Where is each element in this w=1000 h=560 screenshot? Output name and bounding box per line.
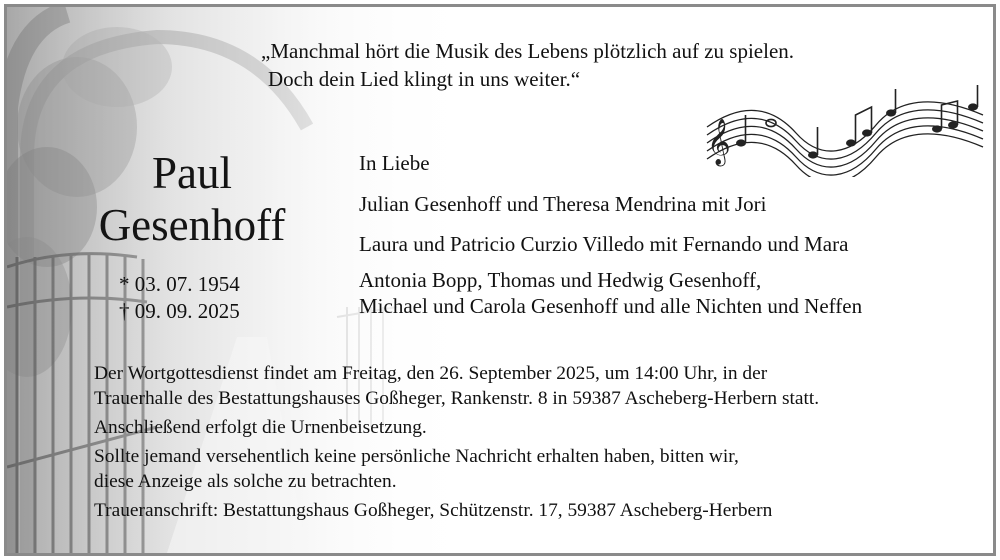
first-name: Paul: [151, 148, 232, 198]
deceased-name: [77, 147, 307, 251]
life-dates: [119, 271, 240, 325]
birth-date: * 03. 07. 1954: [119, 272, 240, 296]
mourners-intro: In Liebe: [359, 151, 430, 175]
last-name: Gesenhoff: [98, 200, 286, 250]
service-text-line: Trauerhalle des Bestattungshauses Goßheger, Rankenstr. 8 in 59387 Ascheberg-Herbern statt.: [94, 388, 820, 409]
mourners-line: Laura und Patricio Curzio Villedo mit Fernando und Mara: [359, 232, 849, 256]
mourning-address: Traueranschrift: Bestattungshaus Goßheger, Schützenstr. 17, 59387 Ascheberg-Herbern: [94, 500, 773, 521]
service-text-line: Der Wortgottesdienst findet am Freitag, den 26. September 2025, um 14:00 Uhr, in der: [94, 363, 768, 384]
obituary-notice: [4, 4, 996, 556]
mourners-line: Julian Gesenhoff und Theresa Mendrina mit Jori: [359, 192, 767, 216]
music-staff-notes-icon: [701, 85, 989, 177]
service-notice: [94, 361, 819, 523]
request-text-line: Sollte jemand versehentlich keine persönliche Nachricht erhalten haben, bitten wir,: [94, 446, 739, 467]
svg-text:𝄞: 𝄞: [707, 119, 731, 165]
urn-burial-text: Anschließend erfolgt die Urnenbeisetzung.: [94, 417, 427, 438]
mourners-line: Antonia Bopp, Thomas und Hedwig Gesenhoff,: [359, 268, 762, 292]
death-date: † 09. 09. 2025: [119, 299, 240, 323]
quote-line-2: Doch dein Lied klingt in uns weiter.“: [268, 67, 581, 91]
quote-line-1: „Manchmal hört die Musik des Lebens plötzlich auf zu spielen.: [261, 39, 795, 63]
request-text-line: diese Anzeige als solche zu betrachten.: [94, 471, 397, 492]
mourners-line: Michael und Carola Gesenhoff und alle Nichten und Neffen: [359, 294, 863, 318]
